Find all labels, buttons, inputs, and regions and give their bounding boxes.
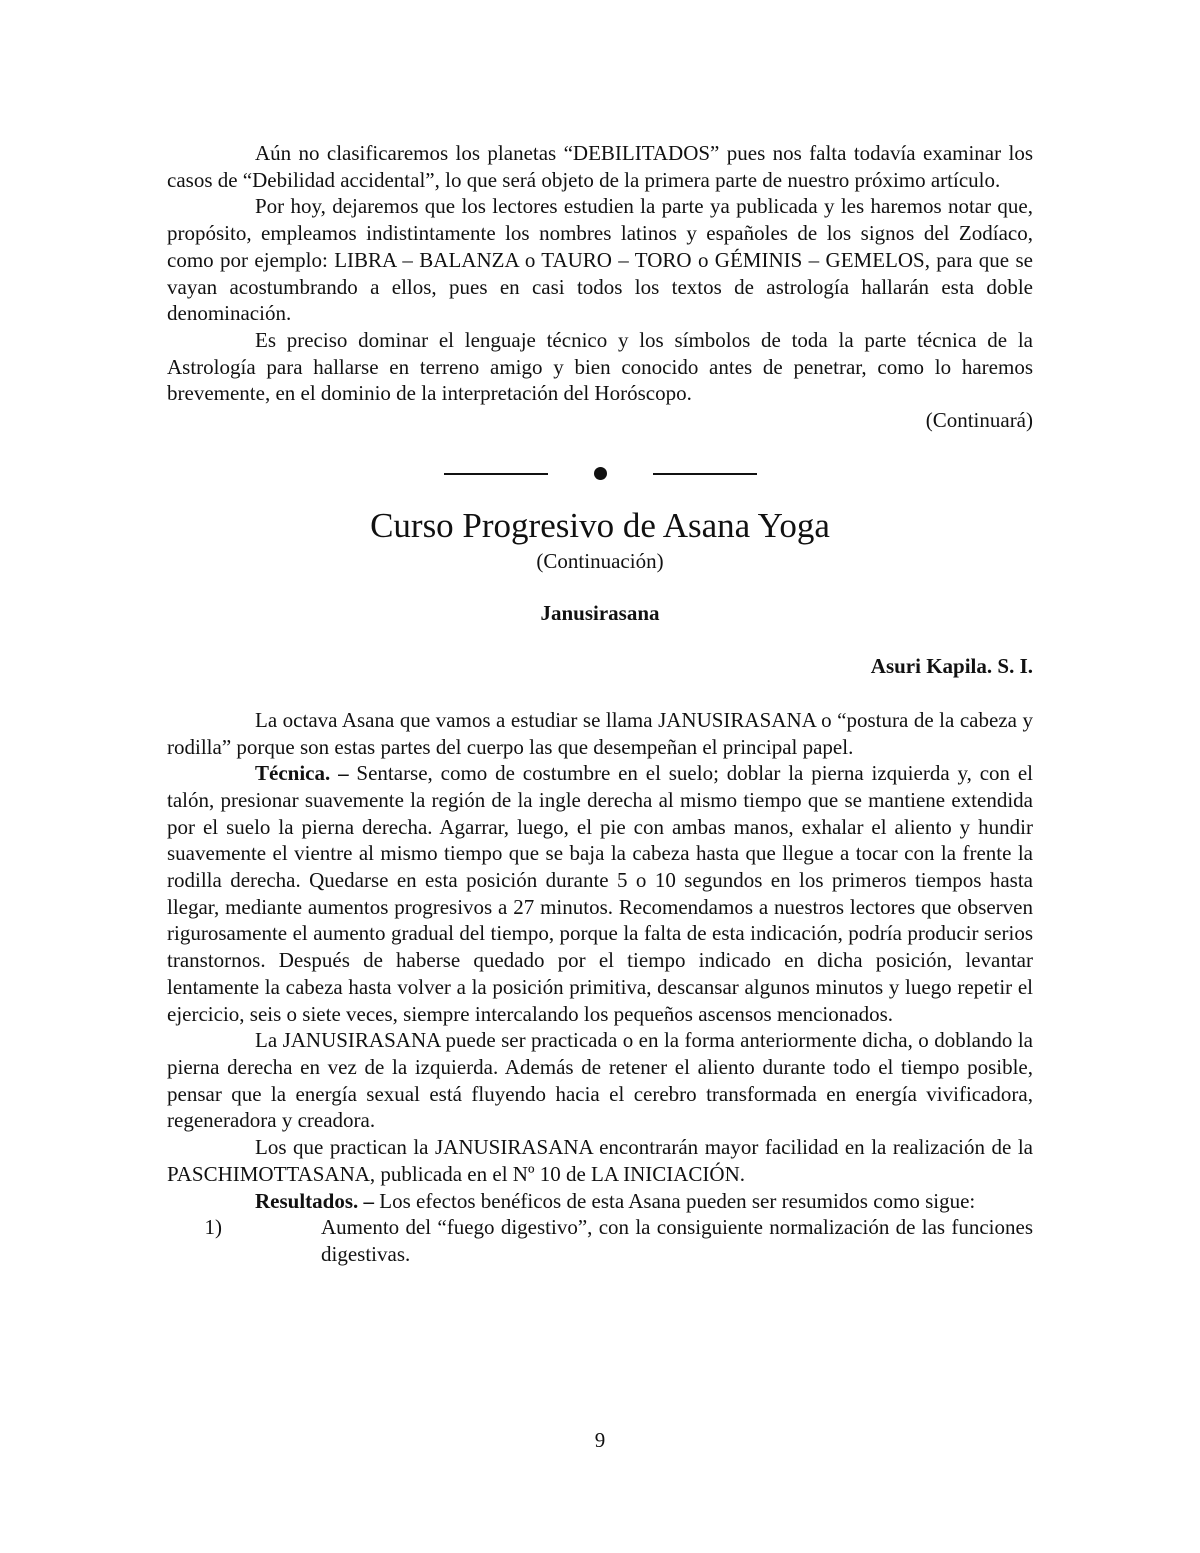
continued-note: (Continuará)	[925, 408, 1033, 433]
list-number: 1)	[204, 1215, 222, 1240]
separator-line	[653, 473, 757, 475]
paragraph: Los que practican la JANUSIRASANA encontrarán mayor facilidad en la realización de la PASCHIMOTTASANA, publicada en el Nº 10 de LA INICIACIÓN.	[167, 1135, 1033, 1186]
tecnica-text: Sentarse, como de costumbre en el suelo; doblar la pierna izquierda y, con el talón, presionar suavemente la región de la ingle derecha al mismo tiempo que se mantiene extendida por el suelo la pierna derecha. Agarrar, luego, el pie con ambas manos, exhalar el aliento y hundir suavemente el vientre al mismo tiempo que se baja la cabeza hasta que llegue a tocar con la frente la rodilla derecha. Quedarse en esta posición durante 5 o 10 segundos en los primeros tiempos hasta llegar, mediante aumentos progresivos a 27 minutos. Recomendamos a nuestros lectores que observen rigurosamente el aumento gradual del tiempo, porque la falta de esta indicación, podría producir serios transtornos. Después de haberse quedado por el tiempo indicado en dicha posición, levantar lentamente la cabeza hasta volver a la posición primitiva, descansar algunos minutos y luego repetir el ejercicio, seis o siete veces, siempre intercalando los pequeños ascensos mencionados.	[167, 761, 1034, 1026]
section-heading: Janusirasana	[540, 601, 660, 626]
page-content	[167, 140, 1033, 1268]
list-text: Aumento del “fuego digestivo”, con la consiguiente normalización de las funciones digestivas.	[321, 1215, 1033, 1266]
section-separator	[167, 452, 1033, 496]
article-body	[167, 707, 1033, 1268]
page-number: 9	[594, 1428, 606, 1452]
resultados-text: Los efectos benéficos de esta Asana pueden ser resumidos como sigue:	[374, 1188, 976, 1213]
paragraph: Aún no clasificaremos los planetas “DEBILITADOS” pues nos falta todavía examinar los casos de “Debilidad accidental”, lo que será objeto de la primera parte de nuestro próximo artículo.	[167, 141, 1033, 192]
article-title: Curso Progresivo de Asana Yoga	[370, 505, 830, 545]
paragraph: Es preciso dominar el lenguaje técnico y los símbolos de toda la parte técnica de la Astrología para hallarse en terreno amigo y bien conocido antes de penetrar, como lo haremos brevemente, en el dominio de la interpretación del Horóscopo.	[167, 327, 1033, 406]
separator-line	[444, 473, 548, 475]
paragraph: Por hoy, dejaremos que los lectores estudien la parte ya publicada y les haremos notar que, propósito, empleamos indistintamente los nombres latinos y españoles de los signos del Zodíaco, como por ejemplo: LIBRA – BALANZA o TAURO – TORO o GÉMINIS – GEMELOS, para que se vayan acostumbrando a ellos, pues en casi todos los textos de astrología hallarán esta doble denominación.	[167, 194, 1033, 326]
author-name: Asuri Kapila. S. I.	[870, 654, 1033, 679]
paragraph-tecnica	[167, 760, 1033, 1027]
article-subtitle: (Continuación)	[536, 548, 664, 573]
tecnica-label: Técnica. –	[255, 761, 349, 786]
resultados-label: Resultados. –	[255, 1188, 375, 1213]
paragraph: La octava Asana que vamos a estudiar se llama JANUSIRASANA o “postura de la cabeza y rodilla” porque son estas partes del cuerpo las que desempeñan el principal papel.	[167, 707, 1033, 759]
paragraph-resultados	[167, 1188, 1033, 1215]
list-item	[167, 1214, 1033, 1267]
bullet-icon	[594, 467, 607, 480]
paragraph: La JANUSIRASANA puede ser practicada o en la forma anteriormente dicha, o doblando la pierna derecha en vez de la izquierda. Además de retener el aliento durante todo el tiempo posible, pensar que la energía sexual está fluyendo hacia el cerebro transformada en energía vivificadora, regeneradora y creadora.	[167, 1028, 1033, 1133]
